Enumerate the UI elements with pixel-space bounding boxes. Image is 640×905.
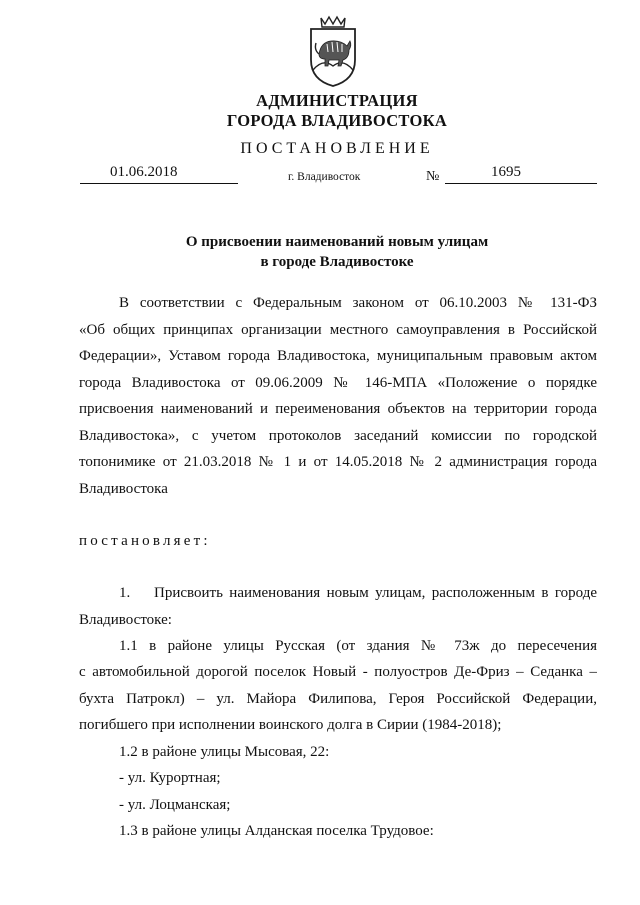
preamble-line: «Об общих принципах организации местного самоуправления в Российской	[79, 322, 597, 338]
preamble-line: Владивостока	[79, 481, 168, 497]
item1-line: Владивостоке:	[79, 612, 172, 628]
item1-1-line: погибшего при исполнении воинского долга в Сирии (1984-2018);	[79, 717, 502, 733]
organization-name-line1: АДМИНИСТРАЦИЯ	[256, 91, 418, 110]
preamble-line: В соответствии с Федеральным законом от 06.10.2003 № 131-ФЗ	[119, 295, 597, 311]
item1-number: 1.	[119, 585, 131, 601]
document-date: 01.06.2018	[110, 164, 178, 180]
item1-1-line: бухта Патрокл) – ул. Майора Филипова, Героя Российской Федерации,	[79, 691, 597, 707]
preamble-line: города Владивостока от 09.06.2009 № 146-МПА «Положение о порядке	[79, 375, 597, 391]
item1-2-line: 1.2 в районе улицы Мысовая, 22:	[119, 744, 330, 760]
preamble-line: топонимике от 21.03.2018 № 1 и от 14.05.2018 № 2 администрация города	[79, 454, 597, 470]
street-item: - ул. Курортная;	[119, 770, 221, 786]
number-sign: №	[426, 169, 440, 184]
coat-of-arms-icon	[297, 14, 369, 88]
document-number: 1695	[491, 164, 521, 180]
item1-line: Присвоить наименования новым улицам, расположенным в городе	[154, 585, 597, 601]
street-item: - ул. Лоцманская;	[119, 797, 231, 813]
organization-name-line2: ГОРОДА ВЛАДИВОСТОКА	[226, 111, 448, 130]
item1-1-line: 1.1 в районе улицы Русская (от здания № 73ж до пересечения	[119, 638, 597, 654]
item1-1-line: с автомобильной дорогой поселок Новый - полуостров Де-Фриз – Седанка –	[79, 664, 597, 680]
document-city: г. Владивосток	[288, 171, 361, 183]
preamble-line: присвоения наименований и переименования объектов на территории города	[79, 401, 597, 417]
document-type: ПОСТАНОВЛЕНИЕ	[240, 140, 434, 157]
subject-line1: О присвоении наименований новым улицам	[185, 234, 489, 250]
item1-3-line: 1.3 в районе улицы Алданская поселка Трудовое:	[119, 823, 434, 839]
number-underline	[445, 163, 597, 184]
resolves-word: постановляет:	[79, 533, 211, 549]
preamble-line: Владивостока», с учетом протоколов заседаний комиссии по городской	[79, 428, 597, 444]
subject-line2: в городе Владивостоке	[260, 254, 414, 270]
preamble-line: Федерации», Уставом города Владивостока, муниципальным правовым актом	[79, 348, 597, 364]
